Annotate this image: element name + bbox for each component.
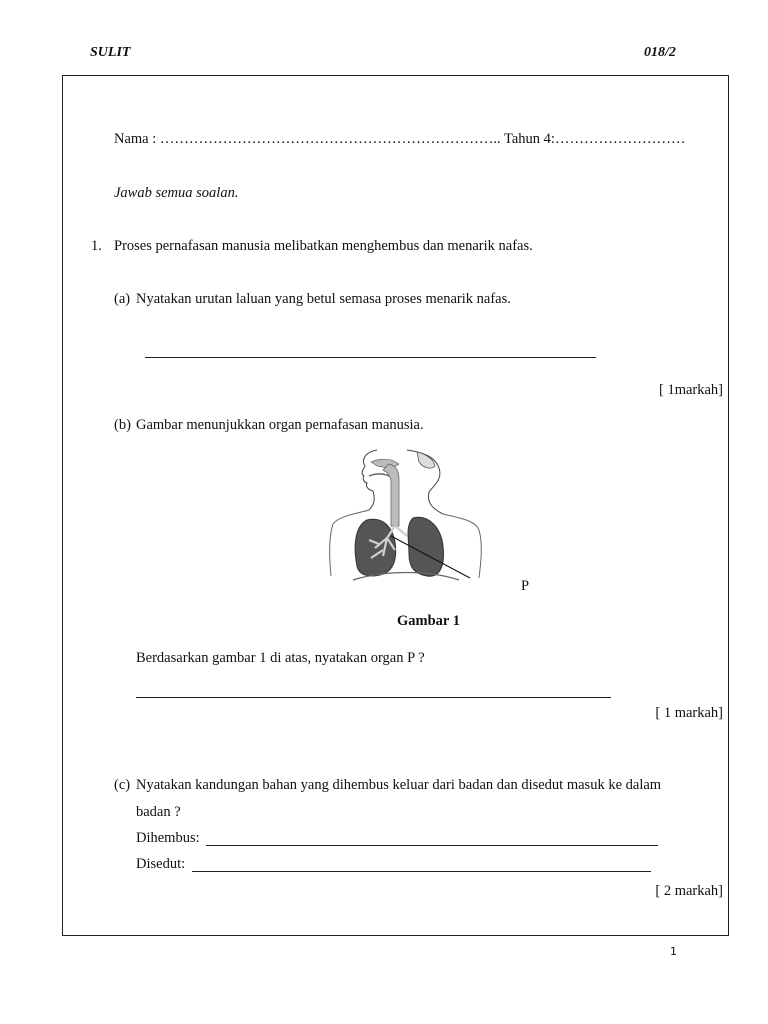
part-b-text: Gambar menunjukkan organ pernafasan manusia. [136, 417, 424, 433]
figure-pointer-label: P [521, 578, 530, 594]
respiratory-system-figure [325, 446, 490, 591]
marks-c: [ 2 markah] [655, 883, 723, 899]
part-a-label: (a) [114, 291, 131, 307]
answer-line-inhaled[interactable] [192, 871, 651, 872]
marks-b: [ 1 markah] [655, 705, 723, 721]
answer-line-a[interactable] [145, 357, 596, 358]
header-paper-code: 018/2 [644, 45, 676, 60]
page-number: 1 [670, 945, 677, 958]
part-a-text: Nyatakan urutan laluan yang betul semasa proses menarik nafas. [136, 291, 511, 307]
part-b-question: Berdasarkan gambar 1 di atas, nyatakan organ P ? [136, 650, 425, 666]
name-year-line: Nama : …………………………………………………………….. Tahun 4:……………………… [114, 131, 686, 147]
question-number: 1. [91, 238, 102, 254]
instruction: Jawab semua soalan. [114, 185, 239, 201]
marks-a: [ 1markah] [658, 382, 723, 398]
question-stem: Proses pernafasan manusia melibatkan menghembus dan menarik nafas. [114, 238, 533, 254]
inhaled-label: Disedut: [136, 856, 186, 872]
answer-line-exhaled[interactable] [206, 845, 658, 846]
part-c-label: (c) [114, 777, 131, 793]
part-c-text-line2: badan ? [136, 804, 181, 820]
header-sulit: SULIT [90, 45, 131, 60]
part-b-label: (b) [114, 417, 131, 433]
figure-caption: Gambar 1 [397, 613, 460, 629]
answer-line-b[interactable] [136, 697, 611, 698]
part-c-text-line1: Nyatakan kandungan bahan yang dihembus keluar dari badan dan disedut masuk ke dalam [136, 777, 662, 793]
exhaled-label: Dihembus: [136, 830, 200, 846]
